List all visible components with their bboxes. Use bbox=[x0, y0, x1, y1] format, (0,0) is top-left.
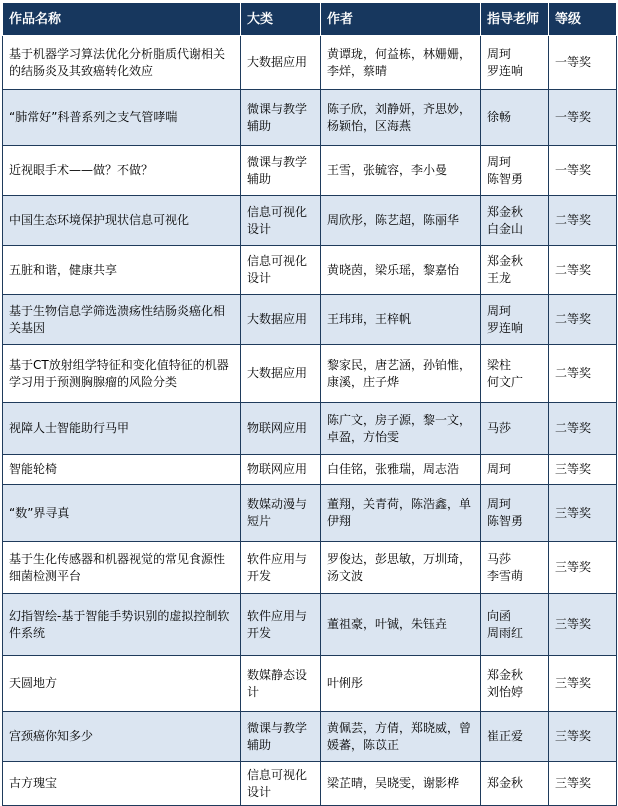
category: 软件应用与开发 bbox=[241, 542, 321, 594]
category: 微课与教学辅助 bbox=[241, 90, 321, 146]
table-row bbox=[3, 345, 617, 403]
table-row bbox=[3, 594, 617, 656]
authors: 董翔，关青荷，陈浩鑫，单伊翔 bbox=[321, 485, 481, 542]
teachers: 郑金秋 白金山 bbox=[481, 196, 549, 246]
authors: 王雪，张毓容，李小曼 bbox=[321, 146, 481, 196]
award-level: 一等奖 bbox=[549, 36, 617, 90]
authors: 罗俊达，彭思敏，万圳琦，汤文波 bbox=[321, 542, 481, 594]
table-row bbox=[3, 656, 617, 712]
category: 大数据应用 bbox=[241, 295, 321, 345]
category: 微课与教学辅助 bbox=[241, 146, 321, 196]
table-row bbox=[3, 90, 617, 146]
work-title: 基于机器学习算法优化分析脂质代谢相关的结肠炎及其致癌转化效应 bbox=[3, 36, 241, 90]
teachers: 向函 周雨红 bbox=[481, 594, 549, 656]
award-level: 一等奖 bbox=[549, 146, 617, 196]
table-row bbox=[3, 246, 617, 295]
work-title: “肺常好”科普系列之支气管哮喘 bbox=[3, 90, 241, 146]
award-level: 二等奖 bbox=[549, 246, 617, 295]
work-title: 五脏和谐，健康共享 bbox=[3, 246, 241, 295]
authors: 陈广文，房子源，黎一文，卓盈，方怡雯 bbox=[321, 403, 481, 455]
table-row bbox=[3, 295, 617, 345]
work-title: 宫颈癌你知多少 bbox=[3, 712, 241, 762]
award-level: 三等奖 bbox=[549, 455, 617, 485]
category: 微课与教学辅助 bbox=[241, 712, 321, 762]
category: 软件应用与开发 bbox=[241, 594, 321, 656]
teachers: 崔正爱 bbox=[481, 712, 549, 762]
teachers: 郑金秋 bbox=[481, 762, 549, 806]
header-title: 作品名称 bbox=[3, 3, 241, 36]
award-level: 三等奖 bbox=[549, 594, 617, 656]
work-title: 基于生物信息学筛选溃疡性结肠炎癌化相关基因 bbox=[3, 295, 241, 345]
authors: 黎家民，唐艺涵，孙铂惟，康溪，庄子烨 bbox=[321, 345, 481, 403]
award-level: 三等奖 bbox=[549, 712, 617, 762]
table-row bbox=[3, 762, 617, 806]
category: 物联网应用 bbox=[241, 403, 321, 455]
category: 大数据应用 bbox=[241, 36, 321, 90]
authors: 叶俐彤 bbox=[321, 656, 481, 712]
teachers: 周珂 陈智勇 bbox=[481, 146, 549, 196]
teachers: 周珂 罗连响 bbox=[481, 295, 549, 345]
authors: 王玮玮，王梓帆 bbox=[321, 295, 481, 345]
award-level: 二等奖 bbox=[549, 196, 617, 246]
teachers: 周珂 陈智勇 bbox=[481, 485, 549, 542]
award-level: 一等奖 bbox=[549, 90, 617, 146]
authors: 周欣彤，陈艺超，陈丽华 bbox=[321, 196, 481, 246]
header-teachers: 指导老师 bbox=[481, 3, 549, 36]
award-level: 三等奖 bbox=[549, 656, 617, 712]
work-title: “数”界寻真 bbox=[3, 485, 241, 542]
teachers: 郑金秋 刘怡婷 bbox=[481, 656, 549, 712]
table-row bbox=[3, 403, 617, 455]
category: 大数据应用 bbox=[241, 345, 321, 403]
table-row bbox=[3, 455, 617, 485]
work-title: 近视眼手术——做？不做？ bbox=[3, 146, 241, 196]
teachers: 梁柱 何文广 bbox=[481, 345, 549, 403]
authors: 梁芷晴，吴晓雯，谢影桦 bbox=[321, 762, 481, 806]
category: 数媒静态设计 bbox=[241, 656, 321, 712]
work-title: 视障人士智能助行马甲 bbox=[3, 403, 241, 455]
award-level: 二等奖 bbox=[549, 403, 617, 455]
table-row bbox=[3, 196, 617, 246]
award-level: 二等奖 bbox=[549, 345, 617, 403]
awards-table bbox=[2, 2, 617, 806]
work-title: 古方瑰宝 bbox=[3, 762, 241, 806]
work-title: 基于生化传感器和机器视觉的常见食源性细菌检测平台 bbox=[3, 542, 241, 594]
category: 信息可视化设计 bbox=[241, 762, 321, 806]
authors: 黄晓茵，梁乐瑶，黎嘉怡 bbox=[321, 246, 481, 295]
teachers: 徐畅 bbox=[481, 90, 549, 146]
table-row bbox=[3, 146, 617, 196]
work-title: 基于CT放射组学特征和变化值特征的机器学习用于预测胸腺瘤的风险分类 bbox=[3, 345, 241, 403]
teachers: 马莎 李雪萌 bbox=[481, 542, 549, 594]
work-title: 天圆地方 bbox=[3, 656, 241, 712]
teachers: 马莎 bbox=[481, 403, 549, 455]
work-title: 智能轮椅 bbox=[3, 455, 241, 485]
category: 物联网应用 bbox=[241, 455, 321, 485]
teachers: 郑金秋 王龙 bbox=[481, 246, 549, 295]
category: 数媒动漫与短片 bbox=[241, 485, 321, 542]
authors: 陈子欣，刘静妍，齐思妙，杨颖怡，区海燕 bbox=[321, 90, 481, 146]
table-row bbox=[3, 485, 617, 542]
teachers: 周珂 罗连响 bbox=[481, 36, 549, 90]
category: 信息可视化设计 bbox=[241, 246, 321, 295]
header-level: 等级 bbox=[549, 3, 617, 36]
category: 信息可视化设计 bbox=[241, 196, 321, 246]
award-level: 二等奖 bbox=[549, 295, 617, 345]
table-row bbox=[3, 36, 617, 90]
authors: 黄佩芸，方倩，郑晓威，曾媛蕃，陈苡正 bbox=[321, 712, 481, 762]
work-title: 中国生态环境保护现状信息可视化 bbox=[3, 196, 241, 246]
teachers: 周珂 bbox=[481, 455, 549, 485]
table-row bbox=[3, 542, 617, 594]
header-authors: 作者 bbox=[321, 3, 481, 36]
header-category: 大类 bbox=[241, 3, 321, 36]
award-level: 三等奖 bbox=[549, 542, 617, 594]
award-level: 三等奖 bbox=[549, 485, 617, 542]
work-title: 幻指智绘-基于智能手势识别的虚拟控制软件系统 bbox=[3, 594, 241, 656]
award-level: 三等奖 bbox=[549, 762, 617, 806]
authors: 董祖豪，叶铖，朱钰垚 bbox=[321, 594, 481, 656]
table-row bbox=[3, 712, 617, 762]
authors: 黄谭珑，何益栋，林姗姗，李烊，蔡晴 bbox=[321, 36, 481, 90]
header-row bbox=[3, 3, 617, 36]
authors: 白佳铭，张雅瑞，周志浩 bbox=[321, 455, 481, 485]
